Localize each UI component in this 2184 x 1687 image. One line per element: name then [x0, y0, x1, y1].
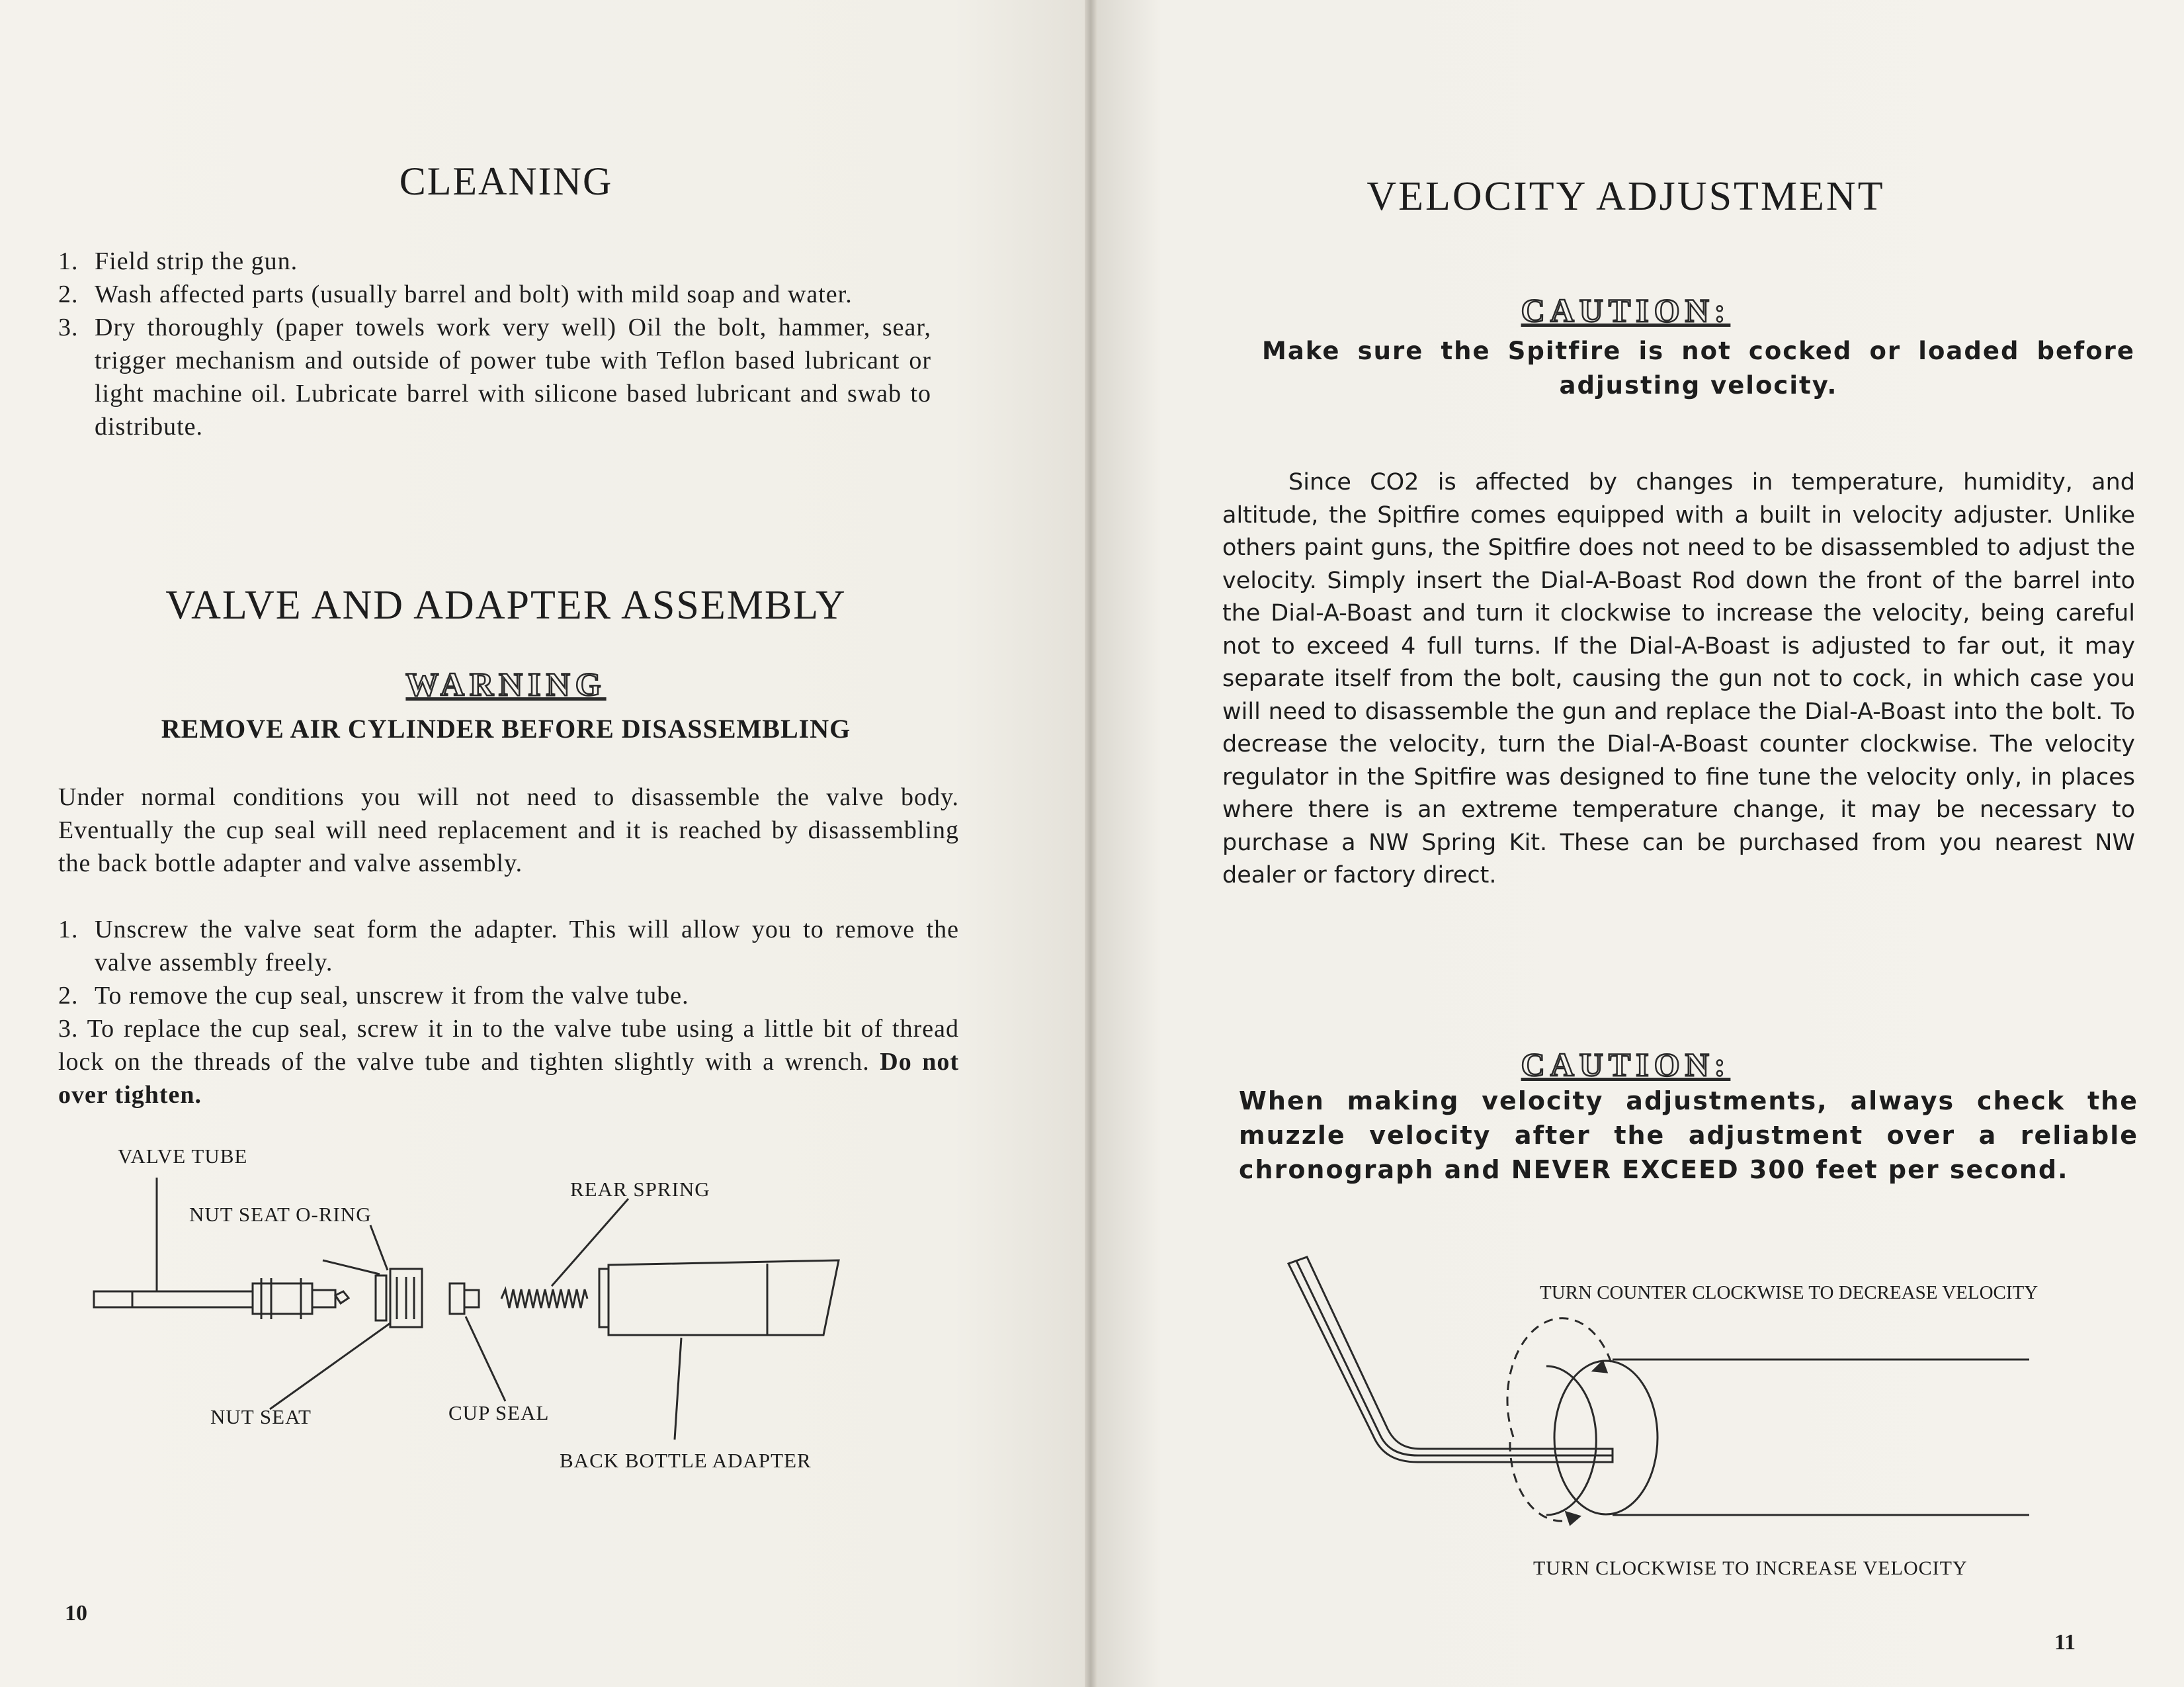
right-page [1097, 0, 2184, 1687]
left-page [0, 0, 1085, 1687]
list-number: 2. [58, 982, 79, 1010]
label-rear-spring: REAR SPRING [570, 1178, 710, 1201]
cleaning-list [58, 245, 931, 443]
valve-tube-shape [94, 1291, 253, 1307]
caution-text-2: When making velocity adjustments, always check the muzzle velocity after the adjustment over a reliable chronograph and NEVER EXCEED 300 feet per second. [1239, 1086, 2138, 1184]
label-clockwise: TURN CLOCKWISE TO INCREASE VELOCITY [1533, 1557, 1968, 1579]
list-number: 3. [58, 1015, 79, 1043]
valve-steps [58, 913, 959, 1111]
page-number: 10 [65, 1601, 87, 1625]
nut-seat-oring-shape [376, 1276, 386, 1320]
list-number: 1. [58, 247, 79, 275]
caution-title-2: CAUTION: [1521, 1046, 1731, 1083]
bold-emphasis: Do not over tighten. [58, 1048, 959, 1109]
caution-title-1: CAUTION: [1521, 292, 1731, 329]
list-number: 3. [58, 314, 79, 341]
label-nut-seat: NUT SEAT [210, 1405, 312, 1428]
list-text: Unscrew the valve seat form the adapter. This will allow you to remove the valve assembly freely. [95, 916, 959, 976]
list-item [58, 311, 931, 443]
list-text: Dry thoroughly (paper towels work very well) Oil the bolt, hammer, sear, trigger mechanism and outside of power tube with Teflon based lubricant or light machine oil. Lubricate barrel with silicone based lubricant and swab to distribute. [95, 314, 931, 441]
list-text: Wash affected parts (usually barrel and bolt) with mild soap and water. [95, 281, 853, 308]
list-item [58, 979, 959, 1012]
page-number: 11 [2054, 1630, 2076, 1655]
list-item [58, 278, 931, 311]
valve-intro: Under normal conditions you will not need to disassemble the valve body. Eventually the cup seal will need replacement and it is reached by disassembling the back bottle adapter and valve assembly. [58, 783, 959, 877]
dial-a-boast-shape [1554, 1361, 1658, 1514]
list-text: To replace the cup seal, screw it in to the valve tube using a little bit of thread lock on the threads of the valve tube and tighten slightly with a wrench. [58, 1015, 959, 1076]
list-item [58, 913, 959, 979]
caution-text-1: Make sure the Spitfire is not cocked or loaded before adjusting velocity. [1262, 337, 2135, 400]
velocity-heading: VELOCITY ADJUSTMENT [1366, 174, 1885, 219]
label-back-bottle-adapter: BACK BOTTLE ADAPTER [560, 1449, 812, 1472]
list-item [58, 1012, 959, 1111]
velocity-paragraph: Since CO2 is affected by changes in temperature, humidity, and altitude, the Spitfire comes equipped with a built in velocity adjuster. Unlike others paint guns, the Spitfire does not need to be disassembled to adjust the velocity. Simply insert the Dial-A-Boast Rod down the front of the barrel into the Dial-A-Boast and turn it clockwise to increase the velocity, being careful not to exceed 4 full turns. If the Dial-A-Boast is adjusted to far out, it may separate itself from the bolt, causing the gun not to cock, in which case you will need to disassemble the gun and replace the Dial-A-Boast into the bolt. To decrease the velocity, turn the Dial-A-Boast counter clockwise. The velocity regulator in the Spitfire was designed to fine tune the velocity only, in places where there is an extreme temperature change, it may be necessary to purchase a NW Spring Kit. These can be purchased from you nearest NW dealer or factory direct. [1222, 469, 2135, 888]
back-bottle-adapter-shape [609, 1260, 839, 1335]
list-text: Field strip the gun. [95, 247, 298, 275]
book-gutter [1085, 0, 1097, 1687]
valve-assembly-diagram [0, 1125, 926, 1495]
label-nut-seat-oring: NUT SEAT O-RING [189, 1203, 372, 1226]
warning-text: REMOVE AIR CYLINDER BEFORE DISASSEMBLING [161, 714, 851, 744]
warning-title: WARNING [405, 666, 607, 703]
rear-spring-shape [501, 1289, 587, 1308]
cleaning-heading: CLEANING [399, 159, 613, 203]
valve-heading: VALVE AND ADAPTER ASSEMBLY [165, 583, 847, 628]
label-cup-seal: CUP SEAL [448, 1401, 550, 1424]
list-item [58, 245, 931, 278]
label-valve-tube: VALVE TUBE [118, 1145, 248, 1168]
list-number: 1. [58, 916, 79, 943]
list-number: 2. [58, 281, 79, 308]
label-counter-clockwise: TURN COUNTER CLOCKWISE TO DECREASE VELOCITY [1540, 1282, 2038, 1303]
list-text: To remove the cup seal, unscrew it from the valve tube. [95, 982, 689, 1010]
cup-seal-shape [450, 1283, 464, 1314]
